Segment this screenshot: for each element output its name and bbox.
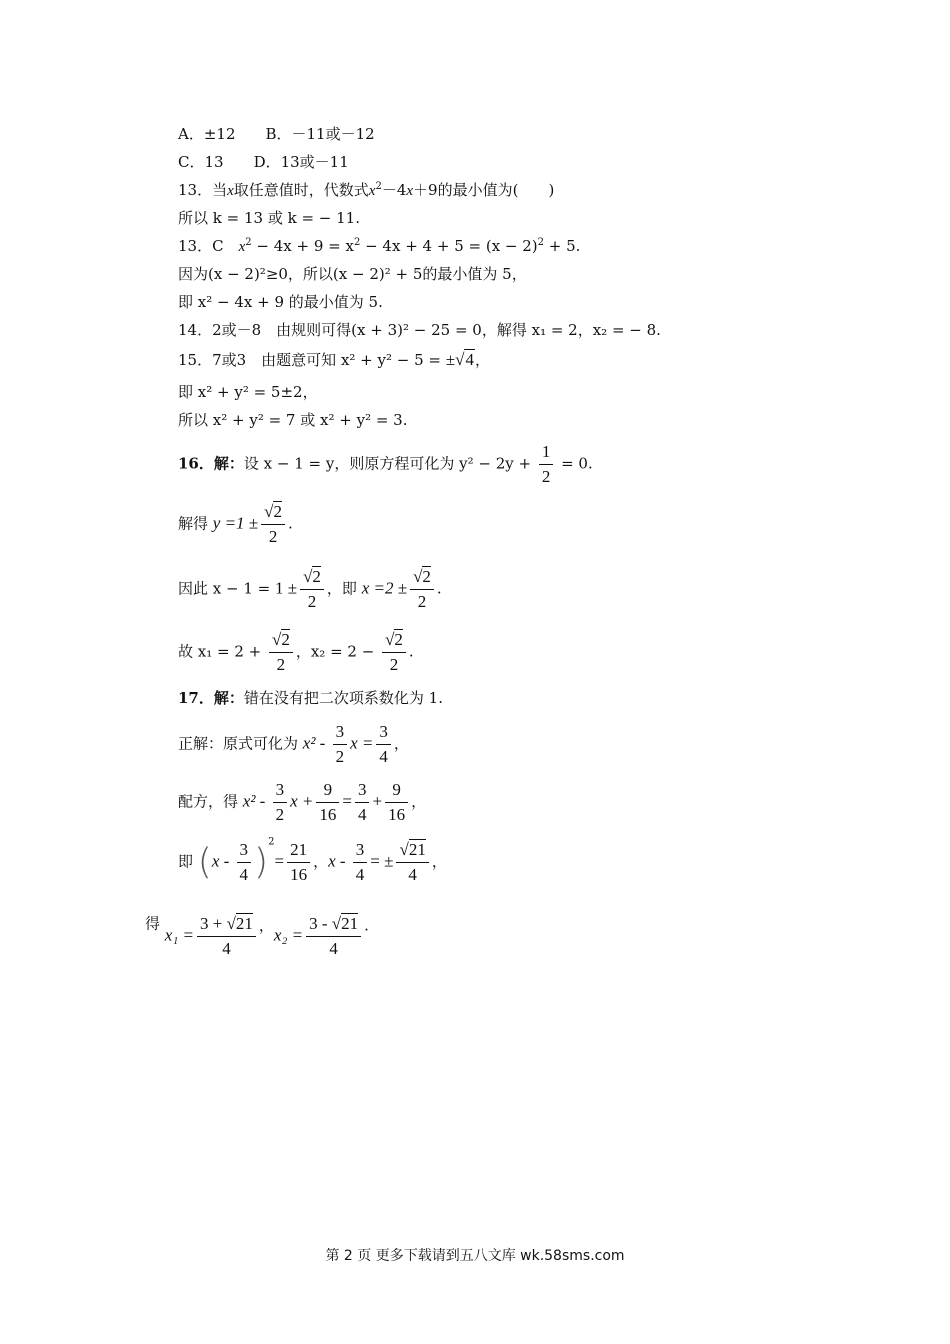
x2-eq: x₂ = (273, 925, 304, 945)
exp-2: 2 (245, 237, 252, 248)
x2-expr: ，x₂ = 2 − (295, 642, 380, 661)
equals: = (274, 851, 285, 871)
fraction-3-over-4: $\frac{3}{4}$ (355, 778, 370, 827)
fraction-3-over-2: $\frac{3}{2}$ (273, 778, 288, 827)
fraction-sqrt2-over-2: $\frac{√2}{2}$ (410, 565, 434, 614)
line-q17 (178, 688, 443, 708)
x-eq: x = (350, 733, 374, 753)
line-options-ab: A．±12 B．－11或－12 (178, 125, 375, 143)
x-minus: x - (328, 851, 350, 871)
comma: ， (411, 792, 427, 811)
line-q16 (178, 440, 593, 489)
c13-text-c: − 4x + 4 + 5 = (x − 2) (360, 237, 538, 255)
q16-end: = 0. (556, 454, 593, 473)
var-x: x (227, 183, 234, 199)
eq-pm: = ± (370, 851, 394, 871)
x2-minus: x² - (302, 733, 330, 753)
line-q13 (178, 180, 554, 201)
fraction-3-over-4: $\frac{3}{4}$ (237, 838, 252, 887)
q15-text: 15．7或3 由题意可知 x² + y² − 5 = (178, 351, 446, 369)
line-sum-squares: 即 x² + y² = 5±2， (178, 383, 318, 401)
fraction-9-over-16: $\frac{9}{16}$ (385, 778, 408, 827)
one-pm: 1 ± (274, 578, 298, 598)
fraction-21-over-16: $\frac{21}{16}$ (287, 838, 310, 887)
var-x2: x (368, 183, 376, 199)
fraction-half: $\frac{1}{2}$ (539, 440, 554, 489)
fraction-3-over-4: $\frac{3}{4}$ (353, 838, 368, 887)
c13-text-b: − 4x + 9 = x (251, 237, 354, 255)
q17-text: 错在没有把二次项系数化为 1. (243, 689, 443, 707)
therefore-text: 因此 x − 1 = (178, 579, 275, 598)
exp-2: 2 (268, 836, 275, 848)
comma: ， (313, 852, 329, 871)
x1-eq: x₁ = (164, 925, 194, 945)
x1-expr: 故 x₁ = 2 + (178, 642, 266, 661)
equals: = (342, 791, 352, 811)
line-correct (178, 720, 409, 769)
ie-text: ，即 (326, 579, 362, 598)
ie-label: 即 (178, 852, 198, 871)
q16-label: 16．解： (178, 454, 244, 473)
line-solve-y (178, 500, 293, 549)
pm-sign: ± (445, 350, 456, 369)
x-minus: x - (211, 851, 234, 871)
line-roots-16 (178, 628, 414, 677)
fraction-x2: $\frac{3 - √21}{4}$ (306, 912, 361, 961)
line-therefore-x (178, 565, 442, 614)
line-complete-square (178, 778, 426, 827)
y-expr: y =1 ± (212, 513, 259, 533)
exp-2b: 2 (353, 237, 361, 248)
fraction-3-over-2: $\frac{3}{2}$ (333, 720, 348, 769)
var-x3: x (406, 183, 414, 199)
left-paren: ( (197, 841, 212, 883)
q15-comma: ， (474, 351, 490, 369)
get-label: 得 (145, 914, 165, 933)
period: . (364, 916, 369, 935)
fraction-sqrt21-over-4: $\frac{√21}{4}$ (396, 838, 428, 887)
x-plus: x + (290, 791, 314, 811)
period: . (436, 579, 442, 598)
comma: ， (393, 734, 409, 753)
correct-label: 正解：原式可化为 (178, 734, 303, 753)
c13-label: 13．C (178, 237, 239, 255)
line-k-result: 所以 k = 13 或 k = − 11. (178, 209, 360, 227)
fraction-3-over-4: $\frac{3}{4}$ (376, 720, 391, 769)
exp-2: 2 (375, 181, 382, 192)
fraction-x1: $\frac{3 + √21}{4}$ (197, 912, 256, 961)
page-footer: 第 2 页 更多下载请到五八文库 wk.58sms.com (325, 1248, 625, 1264)
fraction-sqrt2-over-2: $\frac{√2}{2}$ (382, 628, 406, 677)
q13-text-1: 13．当 (178, 181, 228, 199)
fraction-sqrt2-over-2: $\frac{√2}{2}$ (300, 565, 324, 614)
q13-text-4: ＋9的最小值为( ) (413, 181, 555, 199)
q17-label: 17．解： (178, 689, 244, 707)
line-q15 (178, 350, 490, 370)
sqrt-4: √4 (455, 350, 474, 369)
fraction-sqrt2-over-2: $\frac{√2}{2}$ (269, 628, 293, 677)
q13-text-3: －4 (381, 181, 407, 199)
var-x: x (238, 239, 246, 255)
complete-label: 配方，得 (178, 792, 243, 811)
fraction-9-over-16: $\frac{9}{16}$ (316, 778, 339, 827)
q16-text: 设 x − 1 = y，则原方程可化为 y² − 2y + (243, 454, 536, 473)
line-min-value: 即 x² − 4x + 9 的最小值为 5. (178, 293, 383, 311)
q13-text-2: 取任意值时，代数式 (233, 181, 369, 199)
plus: + (372, 791, 383, 811)
c13-text-d: + 5. (544, 237, 581, 255)
fraction-sqrt2-over-2: $\frac{√2}{2}$ (261, 500, 285, 549)
line-final (145, 912, 369, 961)
right-paren: ) (254, 841, 269, 883)
period: . (408, 642, 414, 661)
x2-minus: x² - (242, 791, 270, 811)
exp-2c: 2 (537, 237, 545, 248)
line-so-sum: 所以 x² + y² = 7 或 x² + y² = 3. (178, 411, 408, 429)
line-q14: 14．2或－8 由规则可得(x + 3)² − 25 = 0，解得 x₁ = 2，x₂ = − 8. (178, 321, 661, 339)
line-options-cd: C．13 D．13或－11 (178, 153, 349, 171)
x-expr: x =2 ± (361, 578, 408, 598)
line-13c (178, 236, 580, 257)
period: . (287, 514, 293, 533)
comma: ， (258, 916, 274, 935)
line-because: 因为(x − 2)²≥0，所以(x − 2)² + 5的最小值为 5， (178, 265, 527, 283)
line-squared-form (178, 838, 447, 887)
comma: ， (431, 852, 447, 871)
solve-label: 解得 (178, 514, 213, 533)
